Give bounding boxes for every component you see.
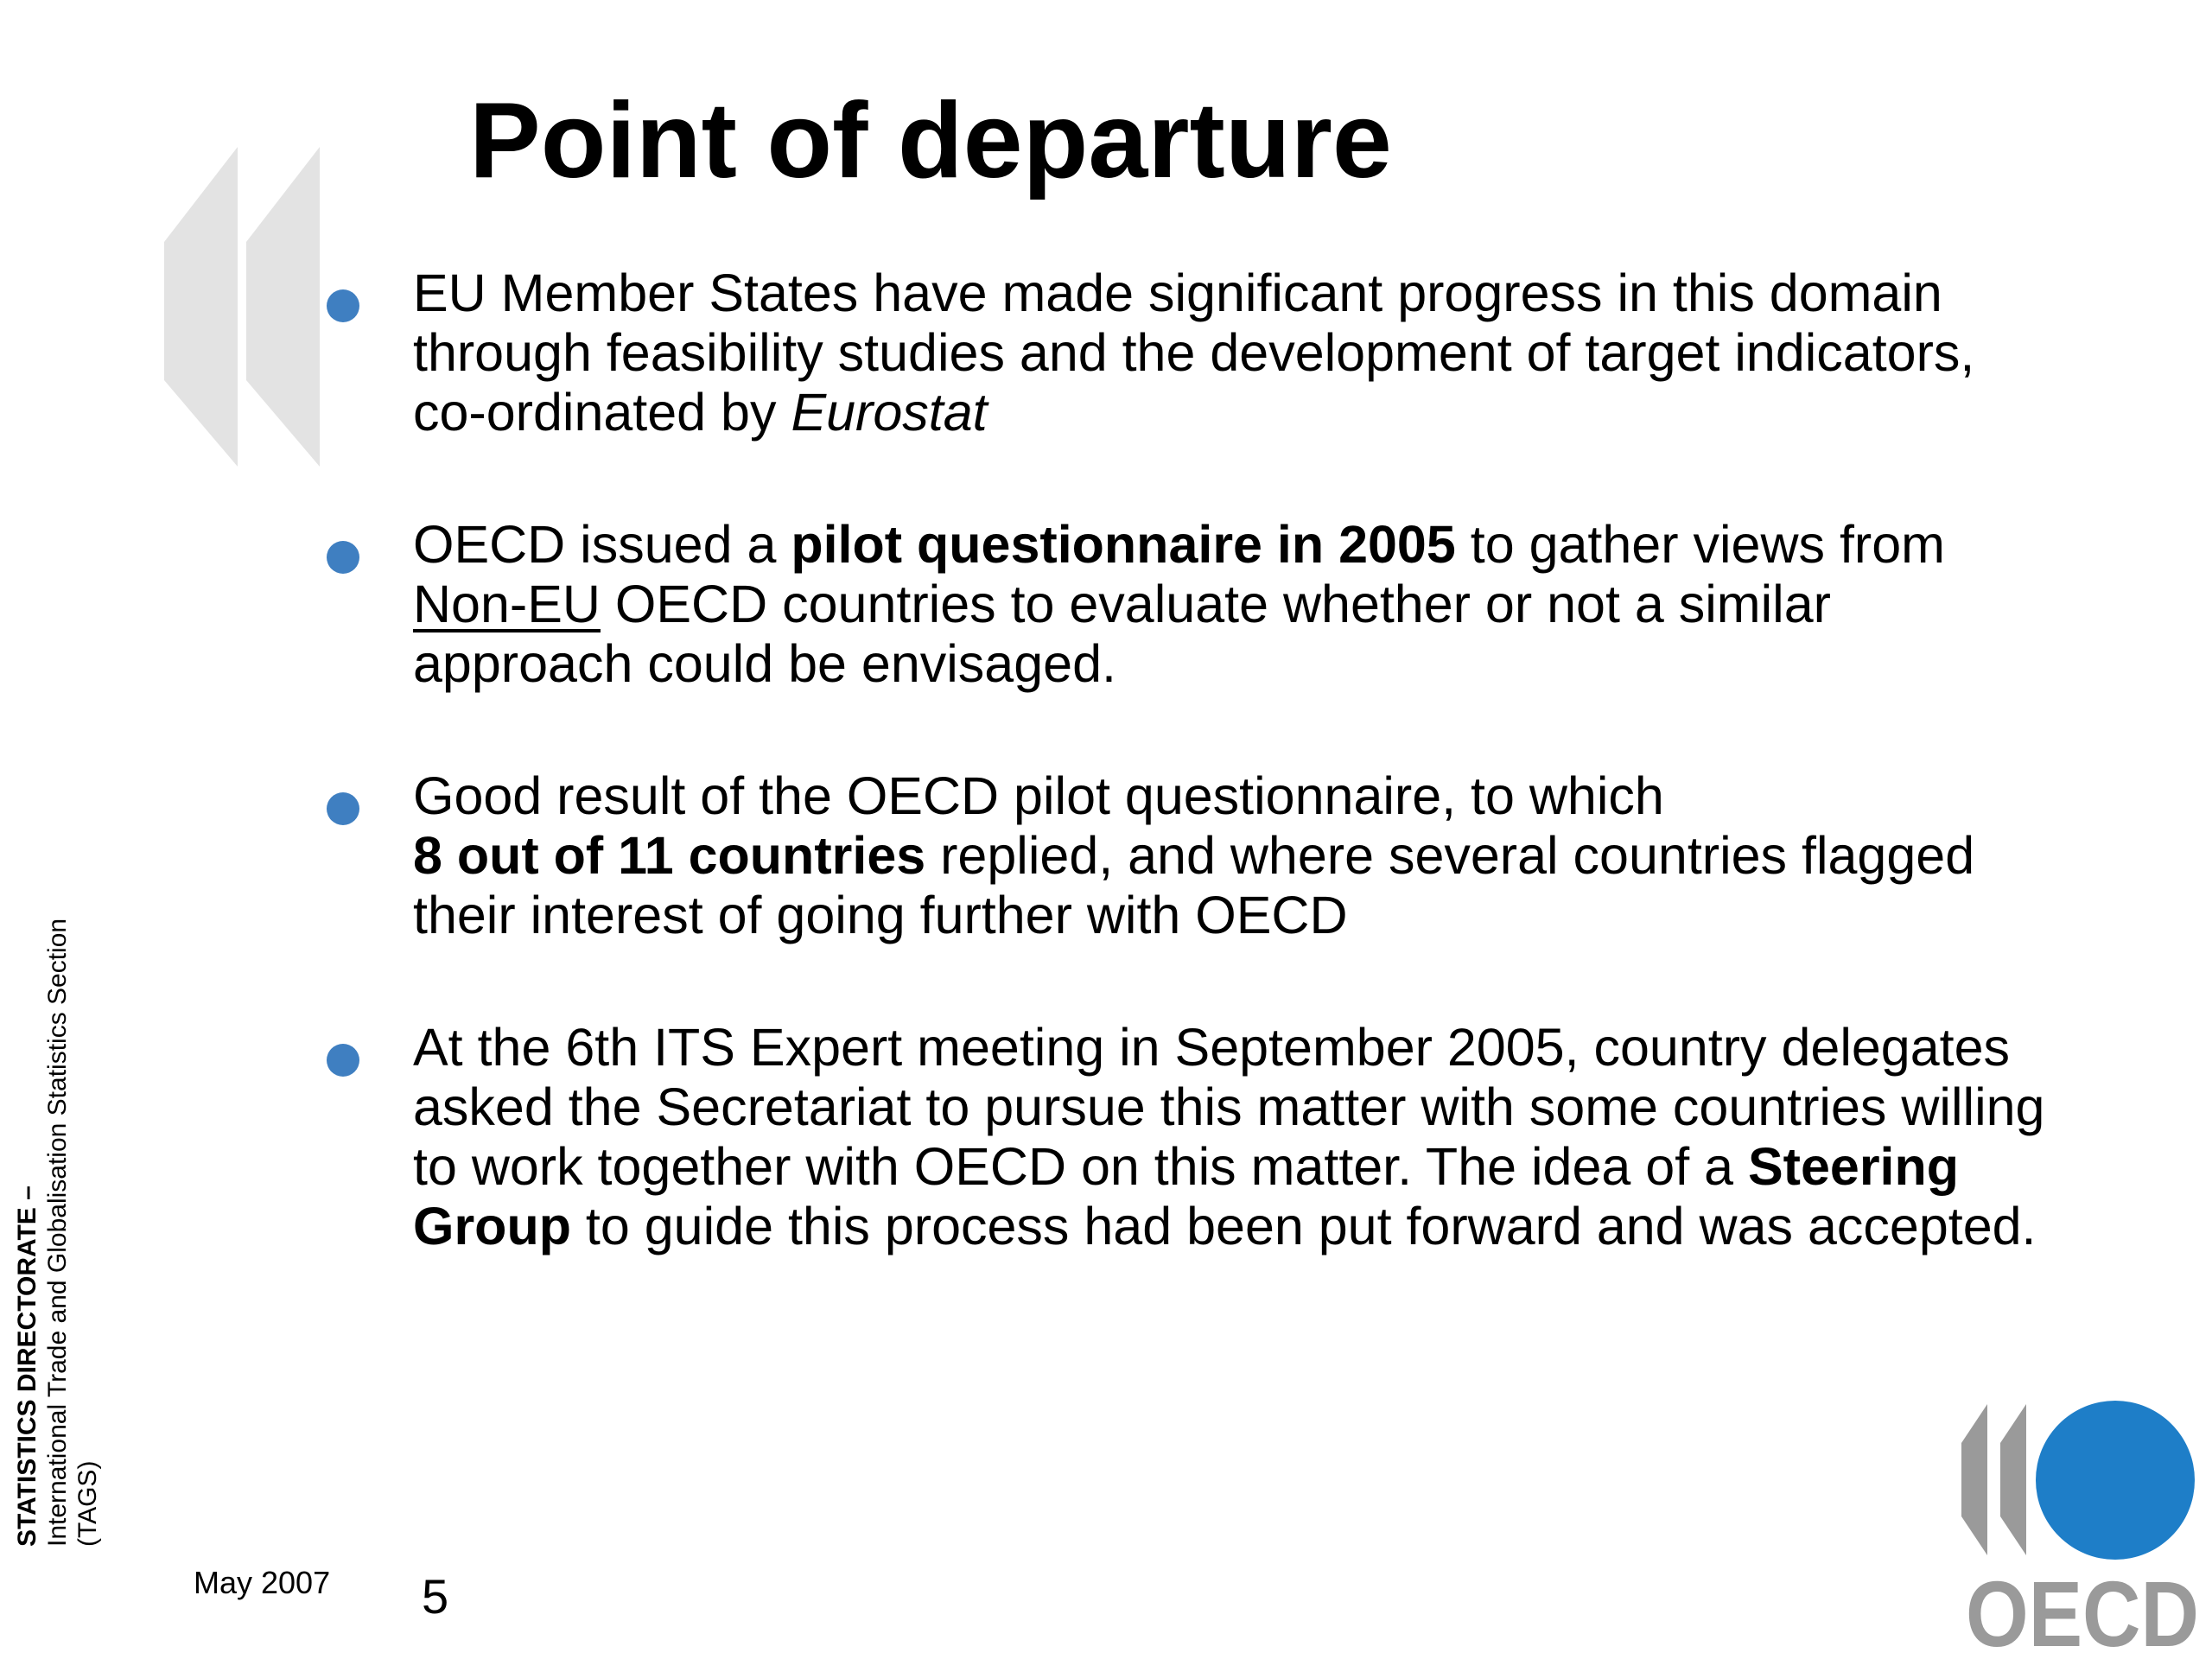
bullet-text: to gather views from: [1455, 515, 1945, 574]
bullet-text-bold: Steering: [1747, 1137, 1960, 1196]
slide-title: Point of departure: [469, 81, 1392, 200]
bullet-text: Good result of the OECD pilot questionnaire, to which: [413, 766, 1664, 825]
decorative-chevrons-icon: [164, 147, 337, 467]
bullet-item: [327, 1018, 2158, 1256]
bullet-text: to work together with OECD on this matter. The idea of a: [413, 1137, 1748, 1196]
bullet-text-underlined: Non-EU: [413, 575, 601, 633]
bullet-dot-icon: [327, 1044, 359, 1077]
bullet-text: to guide this process had been put forward and was accepted.: [570, 1197, 2037, 1255]
sidebar-line: International Trade and Globalisation Statistics Section: [43, 918, 72, 1547]
bullet-dot-icon: [327, 541, 359, 574]
sidebar-directorate-label: [12, 855, 103, 1547]
oecd-logo-icon: [1961, 1404, 2203, 1659]
page-number: 5: [422, 1569, 449, 1624]
bullet-item: [327, 515, 2158, 694]
bullet-item: [327, 766, 2158, 945]
bullet-text-bold: 8 out of 11 countries: [413, 826, 926, 885]
bullet-text: their interest of going further with OECD: [413, 886, 1348, 944]
bullet-text: through feasibility studies and the development of target indicators,: [413, 323, 1975, 382]
bullet-text-italic: Eurostat: [791, 383, 988, 442]
bullet-dot-icon: [327, 792, 359, 825]
bullet-dot-icon: [327, 289, 359, 322]
bullet-text: EU Member States have made significant progress in this domain: [413, 264, 1942, 322]
footer-date: May 2007: [194, 1565, 331, 1600]
bullet-text: OECD countries to evaluate whether or not a similar: [600, 575, 1831, 633]
bullet-text-bold: Group: [413, 1197, 571, 1255]
bullet-text: co-ordinated by: [413, 383, 791, 442]
bullet-text: replied, and where several countries flagged: [925, 826, 1975, 885]
bullet-text: At the 6th ITS Expert meeting in September 2005, country delegates: [413, 1018, 2011, 1077]
bullet-text-bold: pilot questionnaire in 2005: [791, 515, 1456, 574]
bullet-text: OECD issued a: [413, 515, 791, 574]
bullet-item: [327, 264, 2158, 442]
bullet-text: approach could be envisaged.: [413, 634, 1116, 693]
sidebar-line: STATISTICS DIRECTORATE –: [13, 1185, 41, 1547]
sidebar-line: (TAGS): [73, 1460, 102, 1547]
bullet-list: [327, 264, 2158, 1256]
bullet-text: asked the Secretariat to pursue this matter with some countries willing: [413, 1077, 2045, 1136]
oecd-logo-text: OECD: [1966, 1561, 2199, 1659]
